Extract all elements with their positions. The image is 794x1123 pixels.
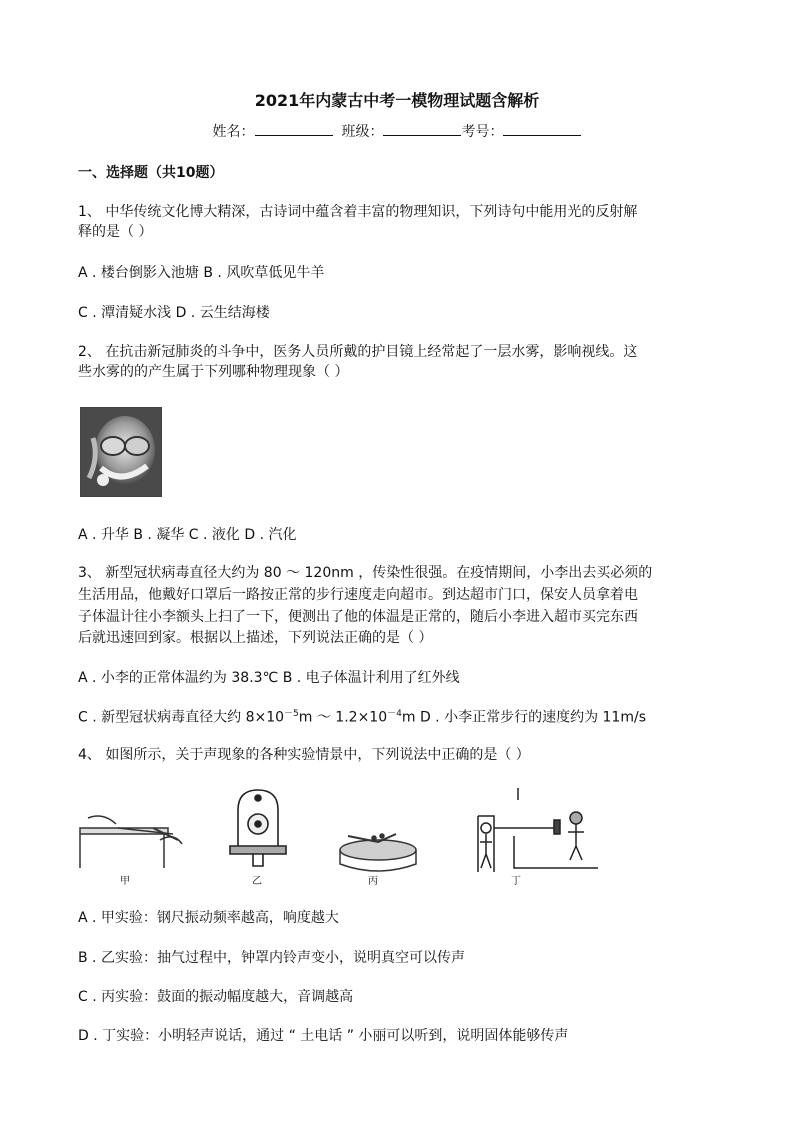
- class-blank[interactable]: [383, 123, 461, 136]
- sound-experiments-figure: [78, 788, 598, 886]
- q3-line3: 子体温计往小李额头上扫了一下，便测出了他的体温是正常的，随后小李进入超市买完东西: [78, 609, 638, 625]
- q3-opt-c-exp1: －5: [284, 709, 299, 719]
- q4-option-a: A . 甲实验：钢尺振动频率越高，响度越大: [78, 910, 339, 926]
- q3-line2: 生活用品，他戴好口罩后一路按正常的步行速度走向超市。到达超市门口，保安人员拿着电: [78, 587, 638, 603]
- page-title: 2021年内蒙古中考一模物理试题含解析: [254, 91, 540, 110]
- ruler-experiment: [80, 816, 182, 868]
- doctor-goggles-image: [81, 408, 161, 496]
- caption-jia: 甲: [120, 876, 130, 887]
- goggles-fog-photo: [80, 407, 162, 497]
- q3-opt-c-pre: C . 新型冠状病毒直径大约 8×10: [78, 709, 285, 726]
- q3-line1: 3、 新型冠状病毒直径大约为 80 ～ 120nm ，传染性很强。在疫情期间，小李出去买必须的: [78, 565, 653, 581]
- q1-line1: 1、 中华传统文化博大精深，古诗词中蕴含着丰富的物理知识，下列诗句中能用光的反射解: [78, 204, 638, 220]
- q3-options-cd: [78, 706, 646, 727]
- q1-options-cd: C . 潭清疑水浅 D . 云生结海楼: [78, 305, 270, 321]
- string-phone-experiment: [478, 788, 598, 872]
- q1-line2: 释的是（ ）: [78, 224, 153, 240]
- name-label: 姓名：: [212, 124, 255, 140]
- q3-opt-c-exp2: －4: [387, 709, 402, 719]
- q2-line1: 2、 在抗击新冠肺炎的斗争中，医务人员所戴的护目镜上经常起了一层水雾，影响视线。这: [78, 344, 638, 360]
- q4-option-b: B . 乙实验：抽气过程中，钟罩内铃声变小，说明真空可以传声: [78, 950, 465, 966]
- q1-options-ab: A . 楼台倒影入池塘 B . 风吹草低见牛羊: [78, 265, 325, 281]
- q4-option-c: C . 丙实验：鼓面的振动幅度越大，音调越高: [78, 989, 354, 1005]
- bell-jar-experiment: [230, 790, 286, 866]
- q3-options-ab: A . 小李的正常体温约为 38.3℃ B . 电子体温计利用了红外线: [78, 670, 460, 686]
- q4-line1: 4、 如图所示，关于声现象的各种实验情景中，下列说法中正确的是（ ）: [78, 747, 530, 763]
- caption-yi: 乙: [252, 876, 262, 887]
- q2-options: A . 升华 B . 凝华 C . 液化 D . 汽化: [78, 527, 297, 543]
- caption-ding: 丁: [511, 876, 521, 887]
- drum-experiment: [340, 834, 416, 871]
- q3-opt-c-post: m D . 小李正常步行的速度约为 11m/s: [401, 709, 646, 726]
- q2-line2: 些水雾的的产生属于下列哪种物理现象（ ）: [78, 364, 349, 380]
- exam-no-label: 考号：: [461, 124, 504, 140]
- q3-opt-c-mid: m ～ 1.2×10: [298, 709, 388, 726]
- q3-line4: 后就迅速回到家。根据以上描述，下列说法正确的是（ ）: [78, 630, 433, 646]
- exam-no-blank[interactable]: [503, 123, 581, 136]
- caption-bing: 丙: [368, 876, 378, 887]
- student-info-line: [0, 121, 794, 141]
- q4-option-d: D . 丁实验：小明轻声说话，通过 “ 土电话 ” 小丽可以听到，说明固体能够传声: [78, 1028, 569, 1044]
- name-blank[interactable]: [255, 123, 333, 136]
- section-title: 一、选择题（共10题）: [78, 165, 224, 181]
- class-label: 班级：: [341, 124, 384, 140]
